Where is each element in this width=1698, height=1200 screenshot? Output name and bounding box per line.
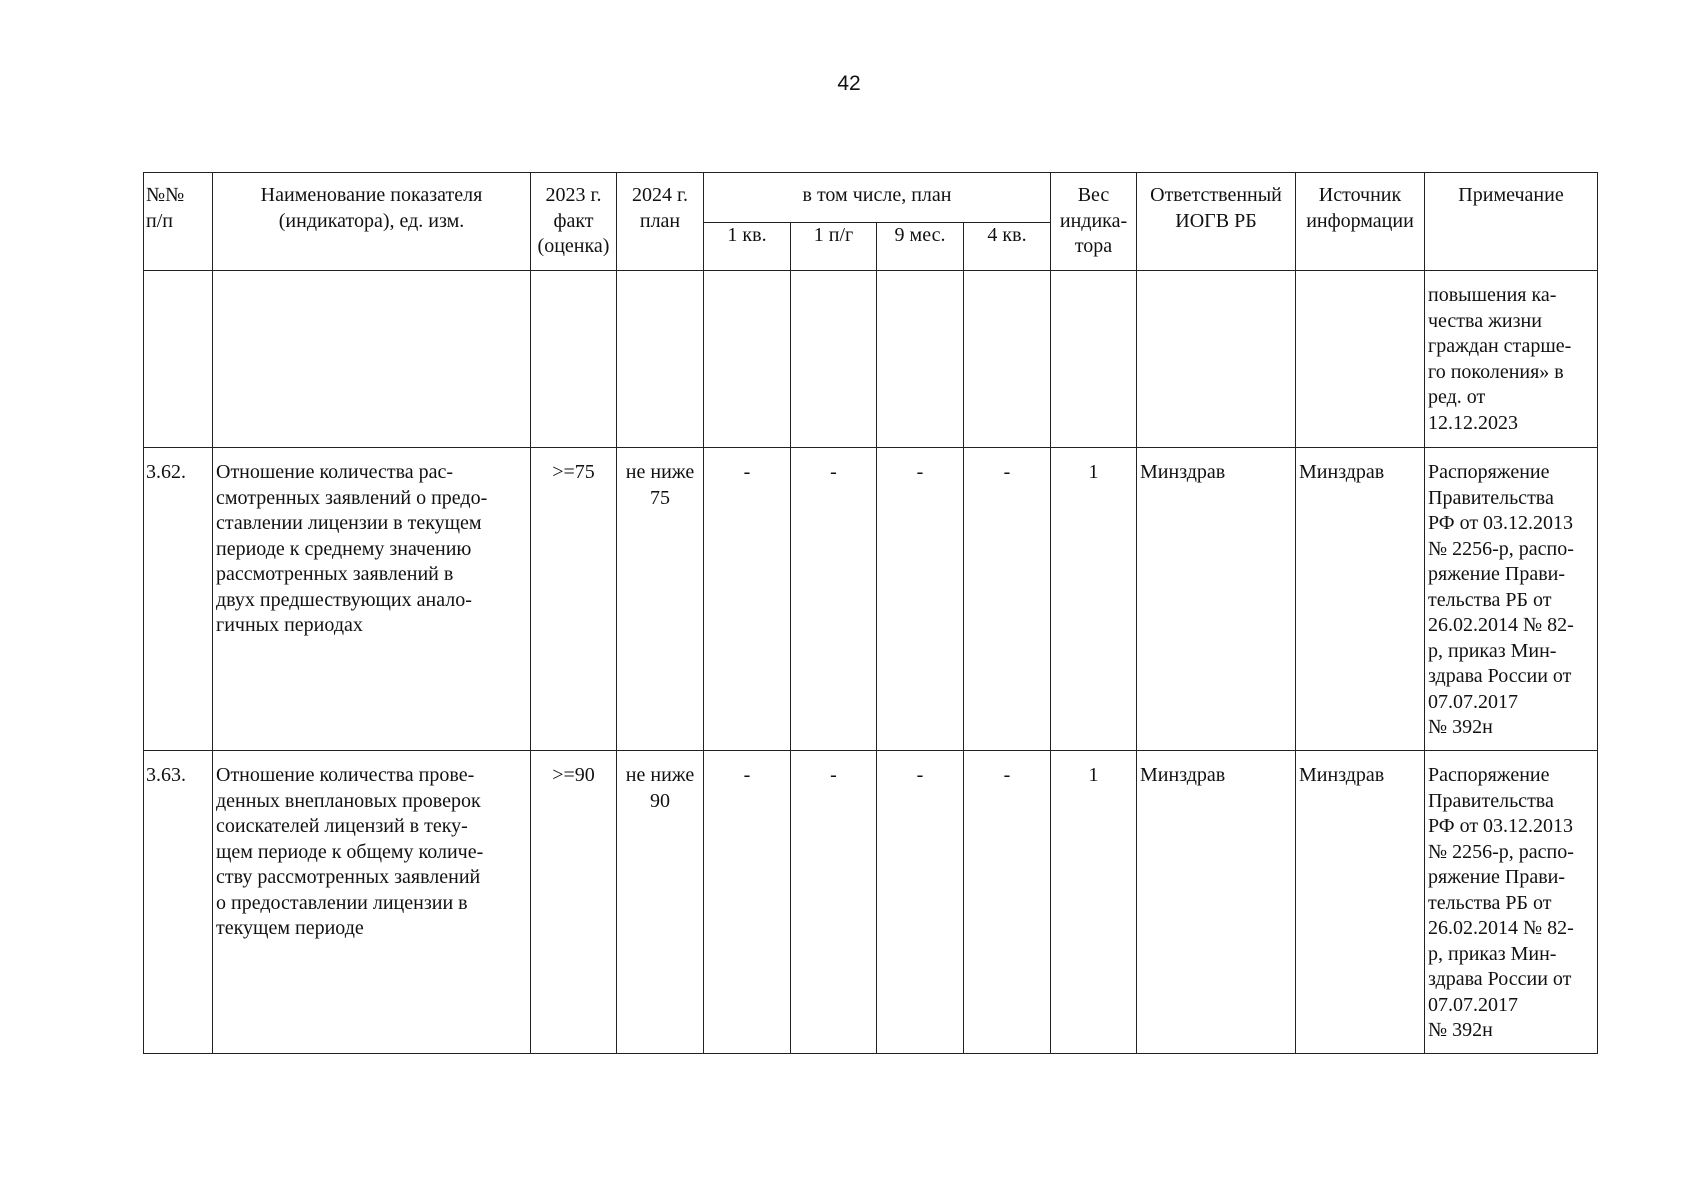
cell-num: 3.62.: [144, 448, 213, 751]
cell-q4: -: [964, 448, 1051, 751]
cell-note: повышения ка- чества жизни граждан старше- го поколения» в ред. от 12.12.2023: [1425, 271, 1598, 448]
header-weight: Вес индика- тора: [1051, 173, 1137, 271]
cell-h1: [791, 271, 877, 448]
cell-h1: -: [791, 448, 877, 751]
cell-weight: 1: [1051, 751, 1137, 1054]
cell-name: Отношение количества прове- денных внеплановых проверок соискателей лицензий в теку- щем периоде к общему количе- ству рассмотренных заявлений о предоставлении лицензии в текущем периоде: [213, 751, 531, 1054]
cell-source: [1296, 271, 1425, 448]
cell-9m: [877, 271, 964, 448]
header-row-top: [144, 173, 1598, 223]
cell-note: Распоряжение Правительства РФ от 03.12.2013 № 2256-р, распо- ряжение Прави- тельства РБ от 26.02.2014 № 82- р, приказ Мин- здрава России от 07.07.2017 № 392н: [1425, 448, 1598, 751]
cell-q1: -: [704, 448, 791, 751]
cell-q1: [704, 271, 791, 448]
cell-plan: [617, 271, 704, 448]
header-num: №№ п/п: [144, 173, 213, 271]
cell-responsible: Минздрав: [1137, 751, 1296, 1054]
header-q4: 4 кв.: [964, 223, 1051, 271]
cell-q4: [964, 271, 1051, 448]
cell-source: Минздрав: [1296, 448, 1425, 751]
cell-num: 3.63.: [144, 751, 213, 1054]
table-row: [144, 448, 1598, 751]
header-responsible: Ответственный ИОГВ РБ: [1137, 173, 1296, 271]
header-h1: 1 п/г: [791, 223, 877, 271]
indicators-table: [143, 172, 1598, 1054]
cell-weight: [1051, 271, 1137, 448]
cell-9m: -: [877, 448, 964, 751]
table-row: [144, 751, 1598, 1054]
cell-name: Отношение количества рас- смотренных заявлений о предо- ставлении лицензии в текущем периоде к среднему значению рассмотренных заявлений в двух предшествующих анало- гичных периодах: [213, 448, 531, 751]
cell-responsible: [1137, 271, 1296, 448]
page-number: 42: [837, 72, 861, 95]
cell-plan: не ниже 90: [617, 751, 704, 1054]
header-source: Источник информации: [1296, 173, 1425, 271]
cell-note: Распоряжение Правительства РФ от 03.12.2013 № 2256-р, распо- ряжение Прави- тельства РБ от 26.02.2014 № 82- р, приказ Мин- здрава России от 07.07.2017 № 392н: [1425, 751, 1598, 1054]
cell-source: Минздрав: [1296, 751, 1425, 1054]
cell-h1: -: [791, 751, 877, 1054]
cell-plan: не ниже 75: [617, 448, 704, 751]
cell-responsible: Минздрав: [1137, 448, 1296, 751]
header-plan-2024: 2024 г. план: [617, 173, 704, 271]
cell-q1: -: [704, 751, 791, 1054]
header-including-plan: в том числе, план: [704, 173, 1051, 223]
cell-weight: 1: [1051, 448, 1137, 751]
header-name: Наименование показателя (индикатора), ед. изм.: [213, 173, 531, 271]
header-9m: 9 мес.: [877, 223, 964, 271]
cell-num: [144, 271, 213, 448]
cell-fact: >=75: [531, 448, 617, 751]
header-note: Примечание: [1425, 173, 1598, 271]
header-fact-2023: 2023 г. факт (оценка): [531, 173, 617, 271]
cell-name: [213, 271, 531, 448]
cell-9m: -: [877, 751, 964, 1054]
table-row: [144, 271, 1598, 448]
cell-q4: -: [964, 751, 1051, 1054]
header-q1: 1 кв.: [704, 223, 791, 271]
cell-fact: >=90: [531, 751, 617, 1054]
cell-fact: [531, 271, 617, 448]
